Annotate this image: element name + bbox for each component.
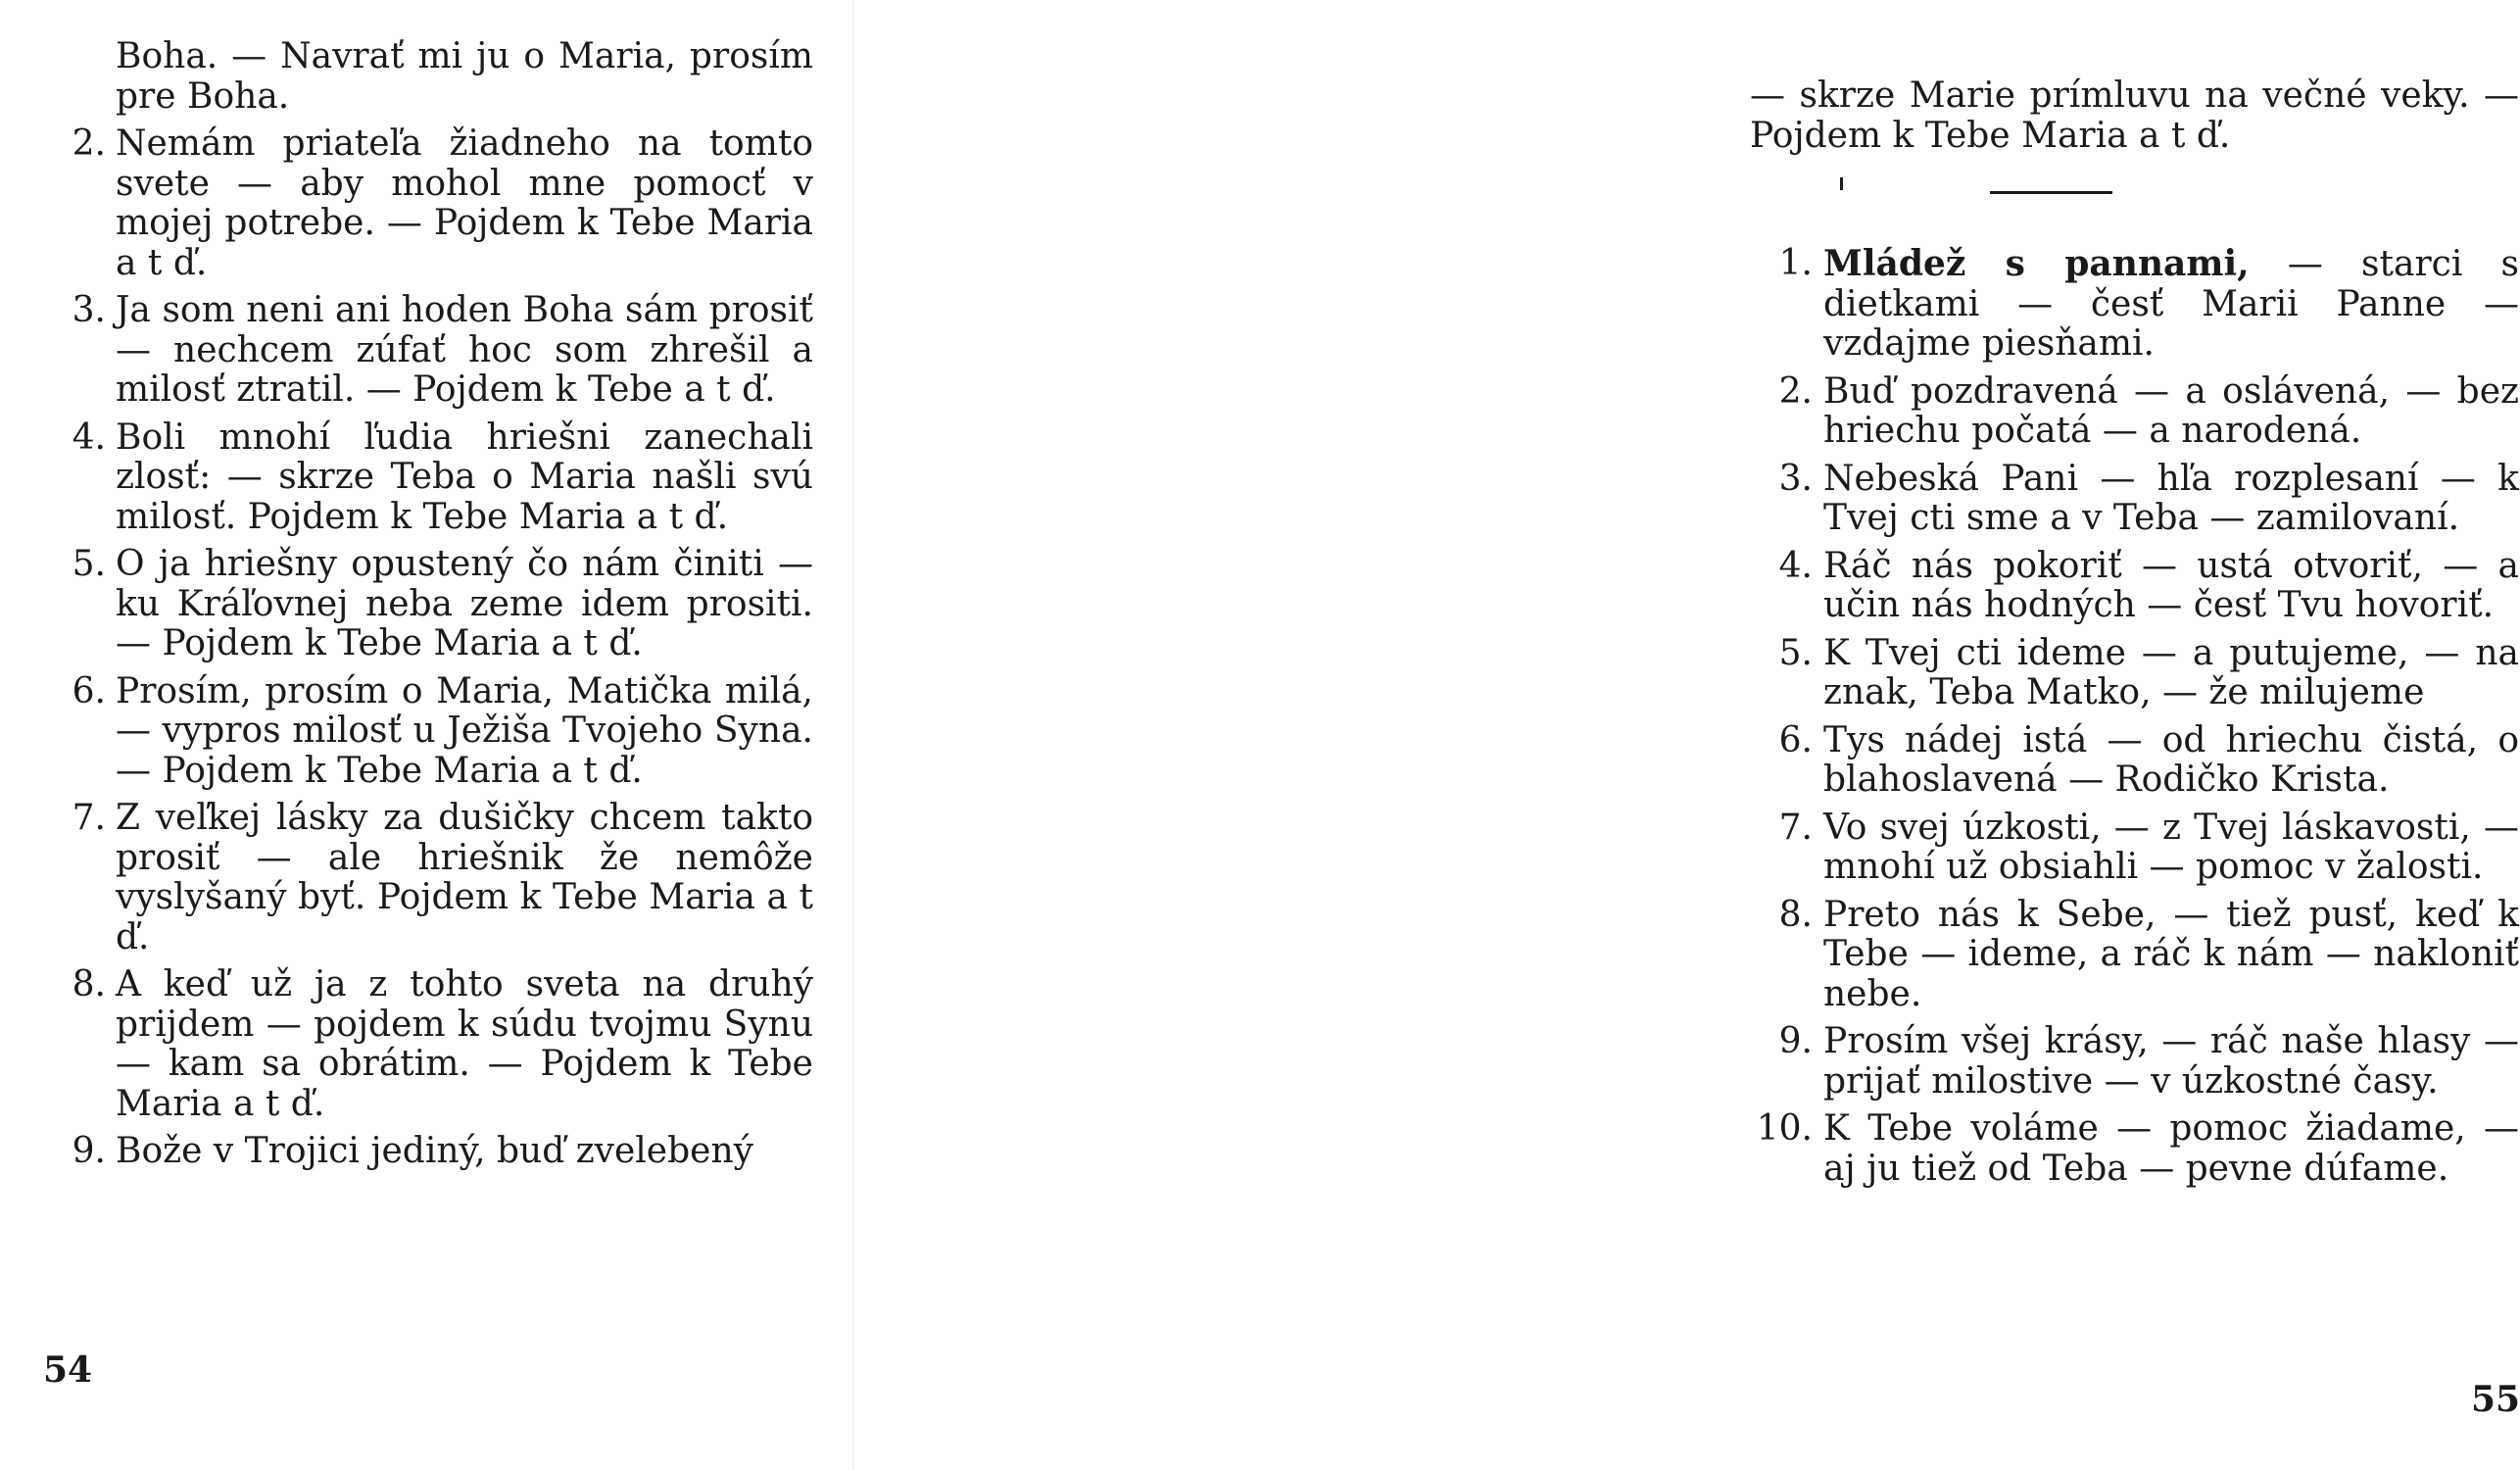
verse-number: 3. xyxy=(1778,458,1813,499)
verse-9 xyxy=(1750,1022,2519,1102)
verse-number: 5. xyxy=(72,544,106,584)
verse-number: 4. xyxy=(1778,545,1813,586)
verse-3 xyxy=(59,291,813,411)
verse-text: Preto nás k Sebe, — tiež pusť, keď k Tebe — ideme, a ráč k nám — nakloniť nebe. xyxy=(1823,894,2519,1014)
verse-text: K Tvej cti ideme — a putujeme, — na znak, Teba Matko, — že milujeme xyxy=(1823,632,2519,712)
verse-text: Ja som neni ani hoden Boha sám prosiť — nechcem zúfať hoc som zhrešil a milosť ztratil. — Pojdem k Tebe a t ď. xyxy=(116,290,813,410)
verse-text: Prosím všej krásy, — ráč naše hlasy — prijať milostive — v úzkostné časy. xyxy=(1823,1021,2519,1102)
verse-number: 4. xyxy=(72,416,106,458)
verse-5 xyxy=(1750,634,2519,713)
verse-number: 2. xyxy=(1778,370,1813,412)
page-number-left: 54 xyxy=(43,1349,93,1391)
verse-text: A keď už ja z tohto sveta na druhý prijdem — pojdem k súdu tvojmu Synu — kam sa obrátim. — Pojdem k Tebe Maria a t ď. xyxy=(116,964,813,1124)
verse-8 xyxy=(1750,896,2519,1015)
verse-number: 5. xyxy=(1778,632,1813,673)
verse-7 xyxy=(59,799,813,957)
verse-3 xyxy=(1750,460,2519,539)
page-number-right: 55 xyxy=(2471,1379,2520,1420)
verse-4 xyxy=(1750,547,2519,626)
verse-number: 9. xyxy=(1778,1021,1813,1061)
verse-number: 1. xyxy=(1778,243,1813,283)
verse-number: 7. xyxy=(72,798,106,838)
hymn-separator xyxy=(1750,164,2519,209)
hymn-continuation: — skrze Marie prímluvu na večné veky. — Pojdem k Tebe Maria a t ď. xyxy=(1750,75,2519,156)
hymn-incipit: Mládež s pannami, xyxy=(1823,243,2250,284)
verse-2 xyxy=(1750,372,2519,452)
verse-number: 10. xyxy=(1756,1108,1813,1149)
opening-continuation xyxy=(59,37,813,117)
verse-text: — starci s dietkami — česť Marii Panne — vzdajme piesňami. xyxy=(1823,244,2519,364)
verse-6 xyxy=(1750,721,2519,801)
right-text-column xyxy=(1750,76,2519,1197)
verse-number: 7. xyxy=(1778,807,1813,848)
verse-4 xyxy=(59,418,813,538)
verse-5 xyxy=(59,545,813,664)
verse-number: 9. xyxy=(72,1131,106,1171)
verse-text: Boha. — Navrať mi ju o Maria, prosím pre Boha. xyxy=(116,36,813,117)
verse-number: 8. xyxy=(1778,894,1813,935)
separator-rule xyxy=(1990,191,2112,194)
verse-text: Buď pozdravená — a oslávená, — bez hriechu počatá — a narodená. xyxy=(1823,370,2519,451)
verse-number: 2. xyxy=(72,123,106,164)
left-page xyxy=(0,0,853,1470)
left-text-column xyxy=(59,37,813,1180)
verse-2 xyxy=(59,124,813,283)
verse-text: Bože v Trojici jediný, buď zvelebený xyxy=(116,1131,753,1171)
verse-8 xyxy=(59,965,813,1124)
verse-number: 6. xyxy=(72,670,106,711)
verse-6 xyxy=(59,672,813,792)
verse-10 xyxy=(1750,1109,2519,1189)
verse-text: Z veľkej lásky za dušičky chcem takto prosiť — ale hriešnik že nemôže vyslyšaný byť. Pojdem k Tebe Maria a t ď. xyxy=(116,798,813,957)
verse-text: Boli mnohí ľudia hriešni zanechali zlosť: — skrze Teba o Maria našli svú milosť. Pojdem k Tebe Maria a t ď. xyxy=(116,416,813,537)
verse-1 xyxy=(1750,244,2519,365)
stray-mark xyxy=(1840,177,1843,190)
verse-text: O ja hriešny opustený čo nám činiti — ku Kráľovnej neba zeme idem prositi. — Pojdem k Tebe Maria a t ď. xyxy=(116,544,813,663)
verse-text: Ráč nás pokoriť — ustá otvoriť, — a učin nás hodných — česť Tvu hovoriť. xyxy=(1823,545,2519,625)
verse-text: Prosím, prosím o Maria, Matička milá, — vypros milosť u Ježiša Tvojeho Syna. — Pojdem k Tebe Maria a t ď. xyxy=(116,670,813,791)
verse-number: 6. xyxy=(1778,719,1813,760)
verse-number: 8. xyxy=(72,964,106,1004)
verse-7 xyxy=(1750,808,2519,888)
verse-text: Nebeská Pani — hľa rozplesaní — k Tvej cti sme a v Teba — zamilovaní. xyxy=(1823,458,2519,538)
verse-text: Nemám priateľa žiadneho na tomto svete — aby mohol mne pomocť v mojej potrebe. — Pojdem k Tebe Maria a t ď. xyxy=(116,123,813,283)
verse-number: 3. xyxy=(72,290,106,330)
verse-text: Tys nádej istá — od hriechu čistá, o blahoslavená — Rodičko Krista. xyxy=(1823,719,2519,800)
verse-9 xyxy=(59,1132,813,1172)
verse-text: Vo svej úzkosti, — z Tvej láskavosti, — mnohí už obsiahli — pomoc v žalosti. xyxy=(1823,807,2519,887)
verse-text: K Tebe voláme — pomoc žiadame, — aj ju tiež od Teba — pevne dúfame. xyxy=(1823,1108,2519,1189)
right-page xyxy=(853,0,2520,1470)
